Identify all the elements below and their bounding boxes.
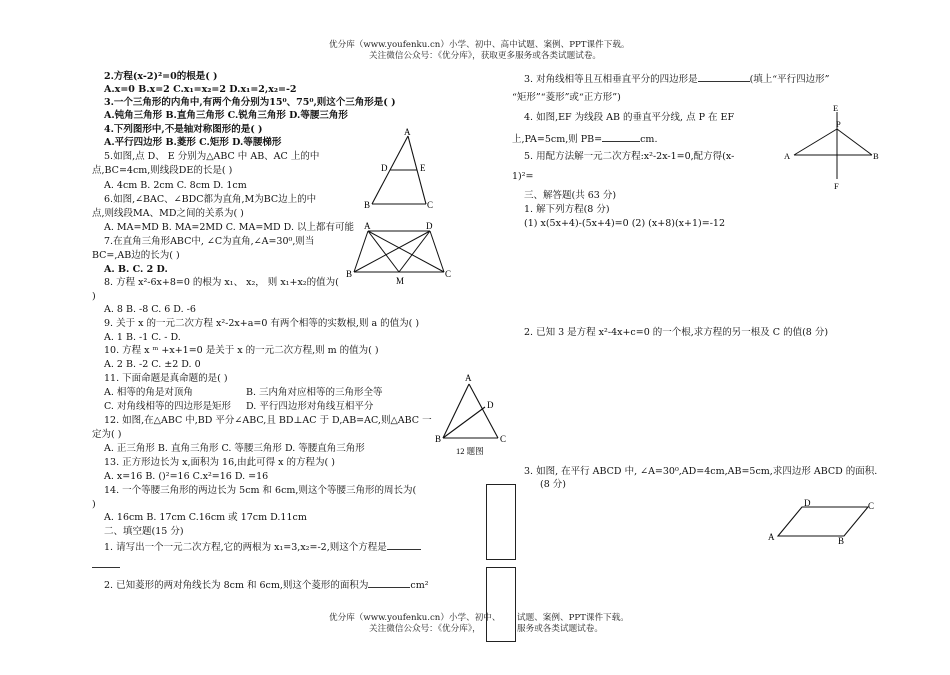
- fill-3-blank: [698, 72, 750, 82]
- fill-3-hint: (填上“平行四边形”: [749, 74, 830, 85]
- question-11-option-a: A. 相等的角是对顶角: [104, 387, 193, 398]
- section-2-heading: 二、填空题(15 分): [104, 526, 184, 537]
- fill-4-blank: [602, 132, 640, 142]
- fill-3-line-1: [524, 72, 830, 86]
- fill-2: [104, 578, 429, 592]
- footer-line-2-left: 关注微信公众号：《优分库》，: [369, 624, 481, 634]
- solve-3-line-1: 3. 如图, 在平行 ABCD 中, ∠A=30⁰,AD=4cm,AB=5cm,求四边形 ABCD 的面积.: [524, 466, 878, 477]
- fill-2-unit: cm²: [410, 580, 429, 591]
- fig5-label-a: A: [404, 128, 411, 137]
- question-11-option-d: D. 平行四边形对角线互相平分: [246, 401, 374, 412]
- header-line-2: 关注微信公众号：《优分库》，获取更多服务或各类试题试卷。: [369, 51, 602, 61]
- fig5-label-b: B: [364, 200, 371, 210]
- section-3-heading: 三、解答题(共 63 分): [524, 190, 617, 201]
- fig12-side-ab: [443, 384, 469, 438]
- question-3-options: A.钝角三角形 B.直角三角形 C.锐角三角形 D.等腰三角形: [104, 110, 348, 121]
- solve-1: 1. 解下列方程(8 分): [524, 204, 610, 215]
- fig12-label-b: B: [435, 434, 442, 444]
- fig-ef-label-e: E: [833, 103, 839, 113]
- question-13-options: A. x=16 B. ()²=16 C.x²=16 D. =16: [104, 471, 269, 482]
- question-6-options: A. MA=MD B. MA=2MD C. MA=MD D. 以上都有可能: [104, 222, 354, 233]
- question-2: 2.方程(x-2)²=0的根是( ): [104, 71, 218, 82]
- question-14-line-1: 14. 一个等腰三角形的两边长为 5cm 和 6cm,则这个等腰三角形的周长为(: [104, 485, 417, 496]
- fill-4-unit: cm.: [640, 134, 658, 145]
- fill-1-text: 1. 请写出一个一元二次方程,它的两根为 x₁=3,x₂=-2,则这个方程是: [104, 542, 387, 553]
- fig12-side-ac: [469, 384, 498, 438]
- fig5-label-e: E: [420, 163, 426, 173]
- fig-ef-label-f: F: [834, 181, 839, 191]
- fig-abcd-label-a: A: [768, 532, 775, 542]
- solve-2: 2. 已知 3 是方程 x²-4x+c=0 的一个根,求方程的另一根及 C 的值(8 分): [524, 327, 829, 338]
- question-8-line-1: 8. 方程 x²-6x+8=0 的根为 x₁、 x₂， 则 x₁+x₂的值为(: [104, 277, 339, 288]
- question-10-options: A. 2 B. -2 C. ±2 D. 0: [104, 359, 201, 370]
- footer-line-2-right: 服务或各类试题试卷。: [517, 624, 603, 634]
- fill-3-text: 3. 对角线相等且互相垂直平分的四边形是: [524, 74, 698, 85]
- fill-4-line-1: 4. 如图,EF 为线段 AB 的垂直平分线, 点 P 在 EF: [524, 112, 735, 123]
- fill-2-text: 2. 已知菱形的两对角线长为 8cm 和 6cm,则这个菱形的面积为: [104, 580, 369, 591]
- question-12-line-1: 12. 如图,在△ABC 中,BD 平分∠ABC,且 BD⊥AC 于 D,AB=AC,则△ABC 一: [104, 415, 432, 426]
- question-2-options: A.x=0 B.x=2 C.x₁=x₂=2 D.x₁=2,x₂=-2: [104, 84, 297, 95]
- figure-parallelogram: [764, 495, 879, 547]
- question-12-options: A. 正三角形 B. 直角三角形 C. 等腰三角形 D. 等腰直角三角形: [104, 443, 365, 454]
- question-13: 13. 正方形边长为 x,面积为 16,由此可得 x 的方程为( ): [104, 457, 335, 468]
- fill-2-blank: [368, 578, 410, 588]
- question-11-option-c: C. 对角线相等的四边形是矩形: [104, 401, 231, 412]
- question-12-line-2: 定为( ): [92, 429, 122, 440]
- question-6-line-1: 6.如图,∠BAC、∠BDC都为直角,M为BC边上的中: [104, 194, 317, 205]
- question-4: 4.下列图形中,不是轴对称图形的是( ): [104, 124, 263, 135]
- fig-ef-label-a: A: [784, 151, 791, 161]
- fig-abcd-label-b: B: [838, 536, 845, 546]
- fig6-label-a: A: [364, 221, 371, 231]
- fill-5-line-1: 5. 用配方法解一元二次方程:x²-2x-1=0,配方得(x-: [524, 151, 735, 162]
- answer-box-lower: [486, 567, 516, 642]
- fill-5-line-2: 1)²=: [512, 171, 534, 182]
- question-10: 10. 方程 x ᵐ +x+1=0 是关于 x 的一元二次方程,则 m 的值为( ): [104, 345, 379, 356]
- question-8-options: A. 8 B. -8 C. 6 D. -6: [104, 304, 196, 315]
- fig12-label-c: C: [500, 434, 507, 444]
- fig-pa-line: [794, 129, 837, 155]
- fig-abcd-shape: [778, 507, 868, 536]
- question-5-line-2: 点,BC=4cm,则线段DE的长是( ): [92, 165, 233, 176]
- question-9: 9. 关于 x 的一元二次方程 x²-2x+a=0 有两个相等的实数根,则 a 的值为( ): [104, 318, 420, 329]
- figure-q12: [432, 372, 512, 460]
- fig-abcd-label-d: D: [804, 498, 811, 508]
- question-7-line-1: 7.在直角三角形ABC中, ∠C为直角,∠A=30⁰,则当: [104, 236, 315, 247]
- fig12-label-a: A: [465, 373, 472, 383]
- fill-4-line-2: [512, 132, 657, 146]
- question-4-options: A.平行四边形 B.菱形 C.矩形 D.等腰梯形: [104, 137, 282, 148]
- fill-3-line-2: “矩形”“菱形”或“正方形”): [512, 92, 621, 103]
- footer-line-1-left: 优分库（www.youfenku.cn）小学、初中、: [329, 613, 501, 623]
- question-5-options: A. 4cm B. 2cm C. 8cm D. 1cm: [104, 180, 247, 191]
- fill-1-blank-continued: [92, 567, 120, 568]
- fig6-label-c: C: [445, 269, 452, 279]
- question-3: 3.一个三角形的内角中,有两个角分别为15⁰、75⁰,则这个三角形是( ): [104, 97, 396, 108]
- question-11: 11. 下面命题是真命题的是( ): [104, 373, 228, 384]
- question-11-option-b: B. 三内角对应相等的三角形全等: [246, 387, 383, 398]
- fig6-line-am: [368, 231, 399, 272]
- question-14-options: A. 16cm B. 17cm C.16cm 或 17cm D.11cm: [104, 512, 307, 523]
- question-14-line-2: ): [92, 499, 96, 510]
- question-5-line-1: 5.如图,点 D、 E 分别为△ABC 中 AB、AC 上的中: [104, 151, 320, 162]
- fig5-label-d: D: [381, 163, 388, 173]
- answer-box-upper: [486, 484, 516, 560]
- fig12-segment-bd: [443, 407, 485, 438]
- fig6-label-b: B: [346, 269, 353, 279]
- fig-abcd-label-c: C: [868, 501, 875, 511]
- fig-ef-label-b: B: [873, 151, 879, 161]
- question-6-line-2: 点,则线段MA、MD之间的关系为( ): [92, 208, 244, 219]
- fig-pb-line: [837, 129, 872, 155]
- figure-perpendicular-bisector: [780, 102, 885, 192]
- fill-1: [104, 540, 421, 554]
- fig12-caption: 12 题图: [456, 446, 484, 456]
- fig12-label-d: D: [487, 400, 494, 410]
- question-9-options: A. 1 B. -1 C. - D.: [104, 332, 181, 343]
- fig5-label-c: C: [427, 200, 434, 210]
- fig6-label-d: D: [426, 221, 433, 231]
- question-7-line-2: BC=,AB边的长为( ): [92, 250, 180, 261]
- solve-1-equations: (1) x(5x+4)-(5x+4)=0 (2) (x+8)(x+1)=-12: [524, 218, 725, 229]
- fig6-line-dm: [399, 231, 430, 272]
- question-7-options: A. B. C. 2 D.: [104, 264, 168, 275]
- footer-line-1-right: 试题、案例、PPT课件下载。: [517, 613, 629, 623]
- fig-ef-label-p: P: [836, 119, 841, 129]
- figure-q6: [344, 218, 456, 288]
- fig6-label-m: M: [396, 276, 405, 286]
- question-8-line-2: ): [92, 291, 96, 302]
- solve-3-line-2: (8 分): [540, 479, 566, 490]
- fill-4-text: 上,PA=5cm,则 PB=: [512, 134, 603, 145]
- header-line-1: 优分库（www.youfenku.cn）小学、初中、高中试题、案例、PPT课件下载。: [329, 40, 630, 50]
- figure-q5-triangle: [355, 128, 440, 210]
- fill-1-blank: [387, 540, 421, 550]
